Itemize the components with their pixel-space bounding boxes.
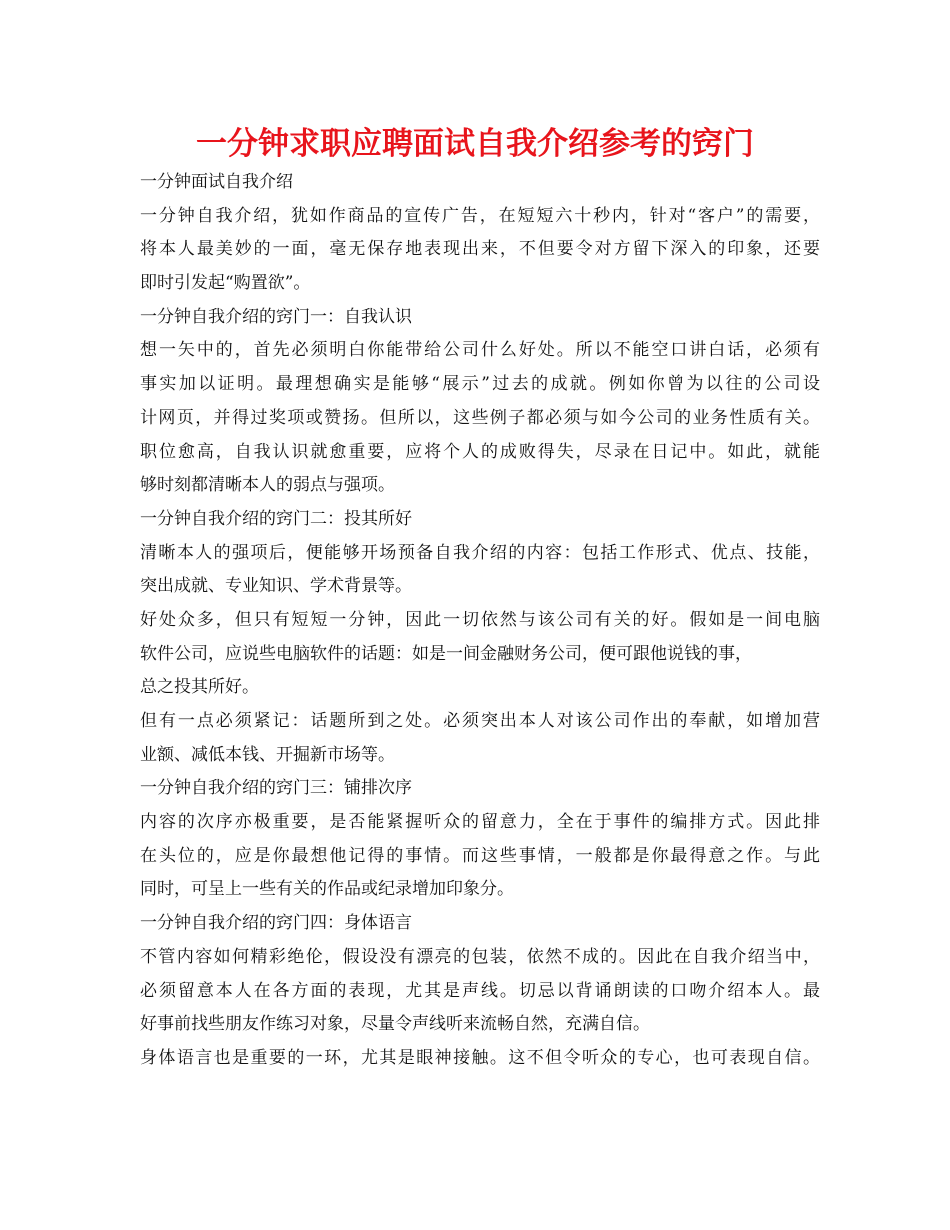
text-line: 身体语言也是重要的一环，尤其是眼神接触。这不但令听众的专心，也可表现自信。 xyxy=(140,1047,820,1068)
text-line: 好事前找些朋友作练习对象，尽量令声线听来流畅自然，充满自信。 xyxy=(140,1014,650,1035)
text-line: 内容的次序亦极重要，是否能紧握听众的留意力，全在于事件的编排方式。因此排 xyxy=(140,812,820,833)
text-line: 在头位的，应是你最想他记得的事情。而这些事情，一般都是你最得意之作。与此 xyxy=(140,845,820,866)
text-line: 即时引发起“购置欲”。 xyxy=(140,273,311,294)
text-line: 但有一点必须紧记：话题所到之处。必须突出本人对该公司作出的奉献，如增加营 xyxy=(140,711,820,731)
text-line: 够时刻都清晰本人的弱点与强项。 xyxy=(140,475,395,496)
text-line: 一分钟自我介绍，犹如作商品的宣传广告，在短短六十秒内，针对“客户”的需要， xyxy=(140,205,820,226)
text-line: 将本人最美妙的一面，毫无保存地表现出来，不但要令对方留下深入的印象，还要 xyxy=(140,239,820,260)
text-line: 必须留意本人在各方面的表现，尤其是声线。切忌以背诵朗读的口吻介绍本人。最 xyxy=(140,980,820,1001)
document-body xyxy=(140,166,820,1076)
text-line: 一分钟面试自我介绍 xyxy=(140,172,293,192)
text-line: 好处众多，但只有短短一分钟，因此一切依然与该公司有关的好。假如是一间电脑 xyxy=(140,609,820,630)
text-line: 同时，可呈上一些有关的作品或纪录增加印象分。 xyxy=(140,879,514,900)
text-line: 一分钟自我介绍的窍门二：投其所好 xyxy=(140,508,412,529)
document-title: 一分钟求职应聘面试自我介绍参考的窍门 xyxy=(196,126,754,162)
text-line: 不管内容如何精彩绝伦，假设没有漂亮的包装，依然不成的。因此在自我介绍当中， xyxy=(140,946,820,967)
text-line: 清晰本人的强项后，便能够开场预备自我介绍的内容：包括工作形式、优点、技能， xyxy=(140,542,820,563)
text-line: 一分钟自我介绍的窍门三：铺排次序 xyxy=(140,778,412,799)
text-line: 软件公司，应说些电脑软件的话题：如是一间金融财务公司，便可跟他说钱的事， xyxy=(140,643,752,664)
text-line: 一分钟自我介绍的窍门一：自我认识 xyxy=(140,306,412,327)
text-line: 想一矢中的，首先必须明白你能带给公司什么好处。所以不能空口讲白话，必须有 xyxy=(140,340,820,361)
text-line: 业额、减低本钱、开掘新市场等。 xyxy=(140,744,395,765)
text-line: 突出成就、专业知识、学术背景等。 xyxy=(140,576,412,597)
text-line: 职位愈高，自我认识就愈重要，应将个人的成败得失，尽录在日记中。如此，就能 xyxy=(140,441,820,462)
text-line: 事实加以证明。最理想确实是能够“展示”过去的成就。例如你曾为以往的公司设 xyxy=(140,374,820,395)
text-line: 总之投其所好。 xyxy=(140,677,259,698)
text-line: 计网页，并得过奖项或赞扬。但所以，这些例子都必须与如今公司的业务性质有关。 xyxy=(140,407,820,428)
text-line: 一分钟自我介绍的窍门四：身体语言 xyxy=(140,913,412,934)
